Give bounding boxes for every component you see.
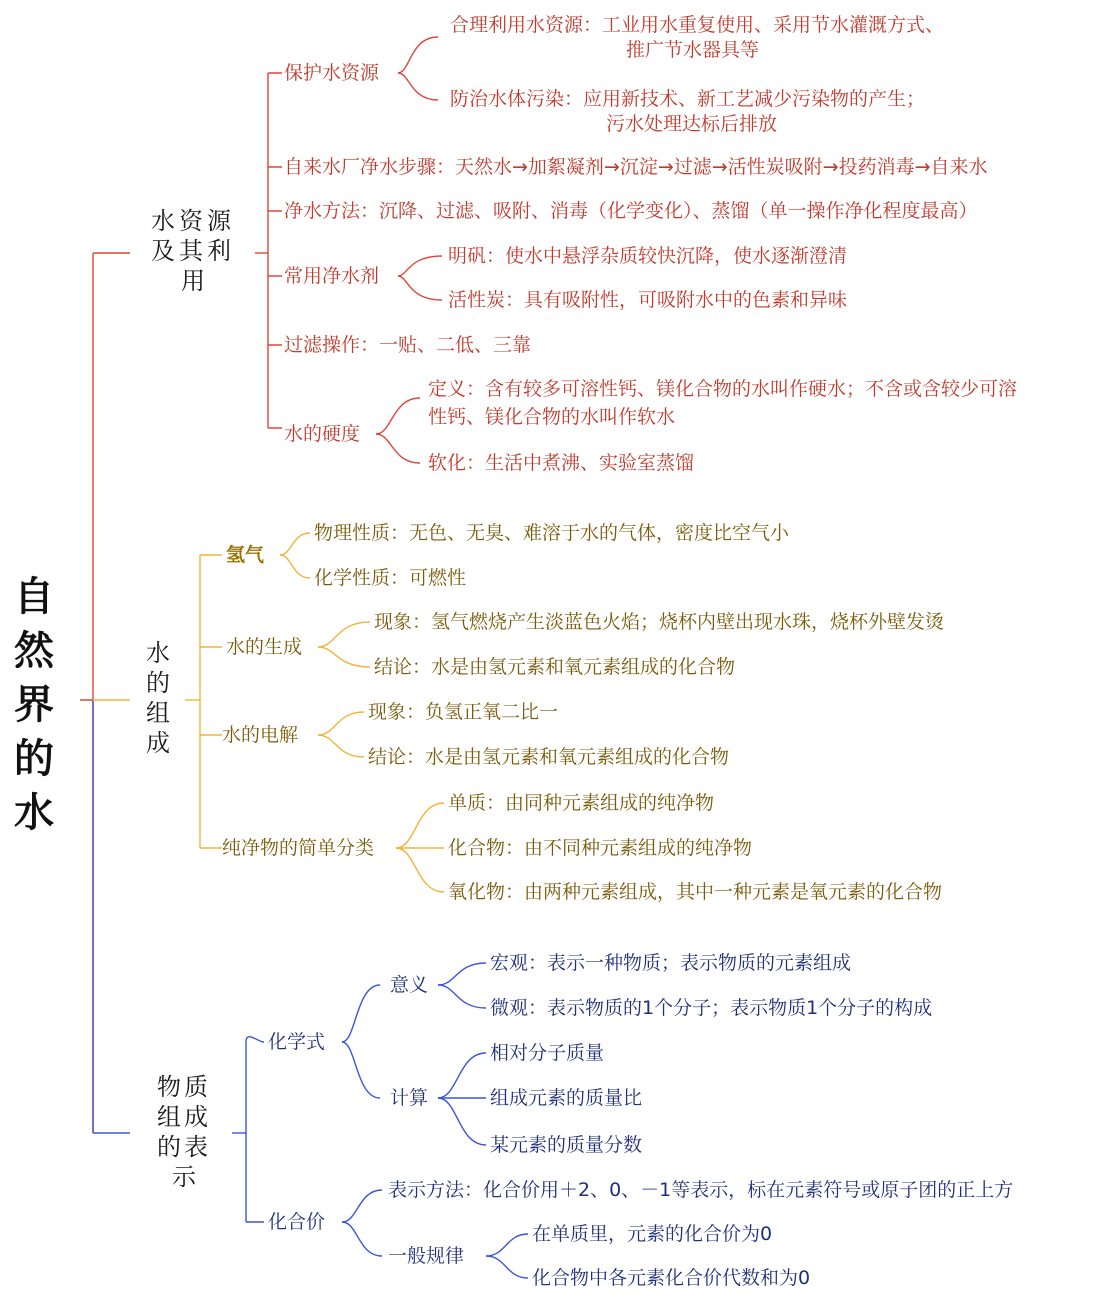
macro-meaning-text: 宏观：表示一种物质；表示物质的元素组成 [490,952,852,974]
filtration-text: 过滤操作：一贴、二低、三靠 [284,334,532,356]
elemental-valence-rule-text: 在单质里，元素的化合价为0 [532,1223,773,1245]
purifying-agents-node: 常用净水剂 [284,265,380,287]
electrolysis-node: 水的电解 [222,724,299,746]
pollution-control-text-cont: 污水处理达标后排放 [606,113,778,135]
softening-text: 软化：生活中煮沸、实验室蒸馏 [428,452,695,474]
general-rules-node: 一般规律 [388,1245,465,1267]
rational-use-text-cont: 推广节水器具等 [626,39,760,61]
hydrogen-physical-text: 物理性质：无色、无臭、难溶于水的气体，密度比空气小 [314,522,790,544]
compound-valence-rule-text: 化合物中各元素化合价代数和为0 [532,1267,811,1289]
mass-fraction-text: 某元素的质量分数 [490,1134,643,1156]
elemental-substance-text: 单质：由同种元素组成的纯净物 [448,792,715,814]
calculation-node: 计算 [390,1087,429,1109]
plant-steps-text: 自来水厂净水步骤：天然水→加絮凝剂→沉淀→过滤→活性炭吸附→投药消毒→自来水 [284,156,988,178]
valence-node: 化合价 [268,1211,326,1233]
formation-phenomenon-text: 现象：氢气燃烧产生淡蓝色火焰；烧杯内壁出现水珠，烧杯外壁发烫 [374,611,945,633]
water-formation-node: 水的生成 [226,636,303,658]
oxide-text: 氧化物：由两种元素组成，其中一种元素是氧元素的化合物 [448,881,943,903]
hardness-definition-text: 定义：含有较多可溶性钙、镁化合物的水叫作硬水；不含或含较少可溶 [428,378,1018,400]
section-representation-title: 物质 组成 的表 示 [157,1073,211,1191]
activated-carbon-text: 活性炭：具有吸附性，可吸附水中的色素和异味 [448,289,848,311]
formation-conclusion-text: 结论：水是由氢元素和氧元素组成的化合物 [374,656,736,678]
purification-methods-text: 净水方法：沉降、过滤、吸附、消毒（化学变化）、蒸馏（单一操作净化程度最高） [284,200,978,222]
alum-text: 明矾：使水中悬浮杂质较快沉降，使水逐渐澄清 [448,245,848,267]
protect-water-node: 保护水资源 [284,62,380,84]
classification-node: 纯净物的简单分类 [222,837,375,859]
electrolysis-conclusion-text: 结论：水是由氢元素和氧元素组成的化合物 [368,746,730,768]
relative-molecular-mass-text: 相对分子质量 [490,1042,605,1064]
section-water-composition-title: 水 的 组 成 [146,639,170,757]
hydrogen-chemical-text: 化学性质：可燃性 [314,567,467,589]
rational-use-text: 合理利用水资源：工业用水重复使用、采用节水灌溉方式、 [450,14,945,36]
valence-notation-text: 表示方法：化合价用＋2、0、－1等表示，标在元素符号或原子团的正上方 [388,1179,1014,1201]
section-water-resources-title: 水资源 及其利 用 [151,207,235,295]
mass-ratio-text: 组成元素的质量比 [490,1087,643,1109]
pollution-control-text: 防治水体污染：应用新技术、新工艺减少污染物的产生； [450,88,926,110]
meaning-node: 意义 [390,974,429,996]
hardness-node: 水的硬度 [284,423,361,445]
electrolysis-phenomenon-text: 现象：负氢正氧二比一 [368,701,559,723]
hardness-definition-text-cont: 性钙、镁化合物的水叫作软水 [428,406,676,428]
root-title: 自然界的水 [14,574,54,836]
compound-text: 化合物：由不同种元素组成的纯净物 [448,837,753,859]
chemical-formula-node: 化学式 [268,1031,326,1053]
micro-meaning-text: 微观：表示物质的1个分子；表示物质1个分子的构成 [490,997,933,1019]
hydrogen-node: 氢气 [226,544,265,566]
